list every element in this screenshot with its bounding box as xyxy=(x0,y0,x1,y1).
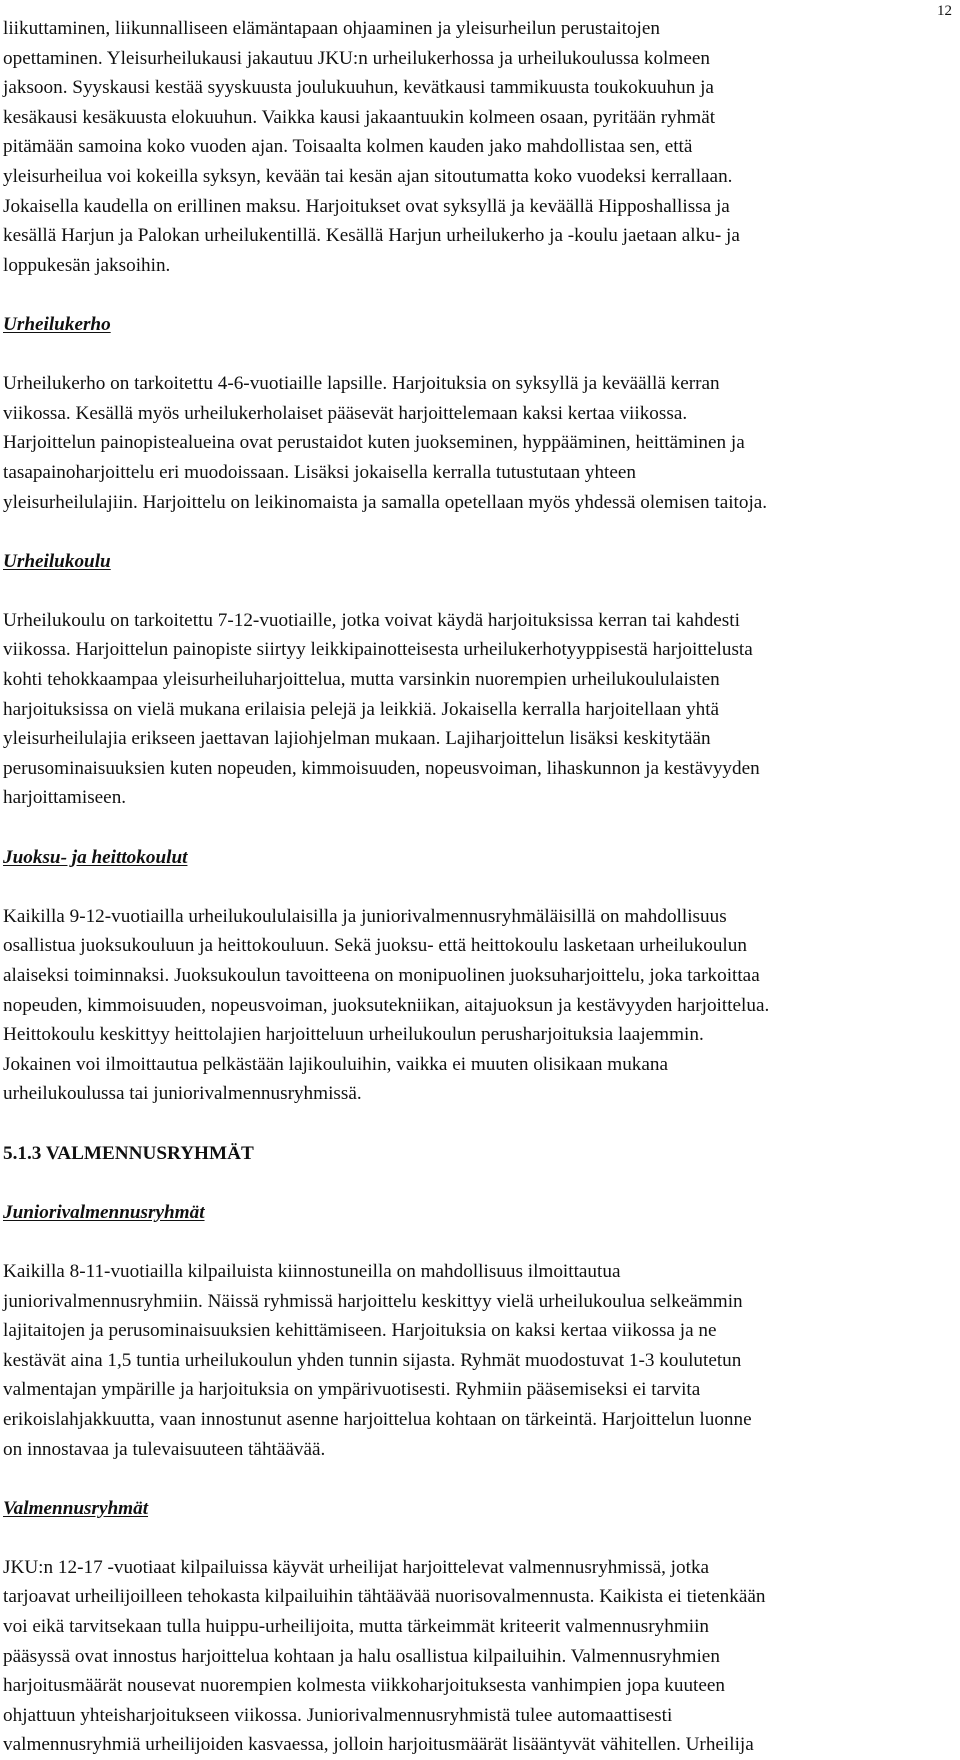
text-line: yleisurheilua voi kokeilla syksyn, kevään tai kesän ajan sitoutumatta koko vuodeksi kerrallaan. xyxy=(3,165,733,187)
paragraph xyxy=(3,606,940,813)
text-line: alaiseksi toiminnaksi. Juoksukoulun tavoitteena on monipuolinen juoksuharjoittelu, joka tarkoittaa xyxy=(3,965,760,986)
text-line: liikuttaminen, liikunnalliseen elämäntapaan ohjaaminen ja yleisurheilun perustaitojen xyxy=(3,18,660,39)
paragraph xyxy=(3,1553,940,1760)
block-gap xyxy=(3,576,940,606)
text-line: Jokainen voi ilmoittautua pelkästään lajikouluihin, vaikka ei muuten olisikaan mukana xyxy=(3,1053,669,1075)
block-gap xyxy=(3,1109,940,1139)
block-gap xyxy=(3,280,940,310)
text-line: yleisurheilulajia erikseen jaettavan lajiohjelman mukaan. Lajiharjoittelun lisäksi keskitytään xyxy=(3,728,711,750)
text-line: kesäkausi kesäkuusta elokuuhun. Vaikka kausi jakaantuukin kolmeen osaan, pyritään ryhmät xyxy=(3,106,716,128)
block-gap xyxy=(3,1227,940,1257)
text-line: nopeuden, kimmoisuuden, nopeusvoiman, juoksutekniikan, aitajuoksun ja kestävyyden harjoittelua. xyxy=(3,994,770,1016)
paragraph xyxy=(3,902,940,1109)
text-line: voi eikä tarvitsekaan tulla huippu-urheilijoita, mutta tärkeimmät kriteerit valmennusryhmiin xyxy=(3,1616,710,1638)
text-line: urheilukoulussa tai juniorivalmennusryhmissä. xyxy=(3,1083,362,1105)
block-gap xyxy=(3,1464,940,1494)
subsection-heading: Valmennusryhmät xyxy=(3,1497,149,1519)
paragraph xyxy=(3,1257,940,1464)
block-gap xyxy=(3,517,940,547)
text-line: juniorivalmennusryhmiin. Näissä ryhmissä harjoittelu keskittyy vielä urheilukoulua selkeämmin xyxy=(3,1290,743,1312)
text-line: valmennusryhmiä urheilijoiden kasvaessa, jolloin harjoitusmäärät lisääntyvät vähitellen. Urheilija xyxy=(3,1734,754,1756)
block-gap xyxy=(3,1523,940,1553)
subsection-heading: Juoksu- ja heittokoulut xyxy=(3,846,188,868)
text-line: Harjoittelun painopistealueina ovat perustaidot kuten juokseminen, hyppääminen, heittäminen ja xyxy=(3,432,745,454)
text-line: osallistua juoksukouluun ja heittokouluun. Sekä juoksu- että heittokoulu lasketaan urheilukoulun xyxy=(3,935,747,957)
text-line: tasapainoharjoittelu eri muodoissaan. Lisäksi jokaisella kerralla tutustutaan yhteen xyxy=(3,461,637,483)
text-line: jaksoon. Syyskausi kestää syyskuusta joulukuuhun, kevätkausi tammikuusta toukokuuhun ja xyxy=(3,77,714,99)
text-line: harjoitusmäärät nousevat nuorempien kolmesta viikkoharjoituksesta vanhimpien jopa kuuteen xyxy=(3,1675,726,1697)
text-line: valmentajan ympärille ja harjoituksia on ympärivuotisesti. Ryhmiin pääsemiseksi ei tarvita xyxy=(3,1379,701,1401)
text-line: yleisurheilulajiin. Harjoittelu on leikinomaista ja samalla opetellaan myös yhdessä olemisen taitoja. xyxy=(3,491,768,513)
text-line: harjoittamiseen. xyxy=(3,787,127,809)
text-line: tarjoavat urheilijoilleen tehokasta kilpailuihin tähtäävää nuorisovalmennusta. Kaikista ei tietenkään xyxy=(3,1586,766,1608)
text-line: pääsyssä ovat innostus harjoittelua kohtaan ja halu osallistua kilpailuihin. Valmennusryhmien xyxy=(3,1645,720,1667)
paragraph xyxy=(3,14,940,280)
text-line: Urheilukoulu on tarkoitettu 7-12-vuotiaille, jotka voivat käydä harjoituksissa kerran tai kahdesti xyxy=(3,609,740,631)
text-line: JKU:n 12-17 -vuotiaat kilpailuissa käyvät urheilijat harjoittelevat valmennusryhmissä, jotka xyxy=(3,1556,710,1578)
document-body xyxy=(3,14,940,1760)
text-line: Urheilukerho on tarkoitettu 4-6-vuotiaille lapsille. Harjoituksia on syksyllä ja keväällä kerran xyxy=(3,373,720,395)
text-line: Heittokoulu keskittyy heittolajien harjoitteluun urheilukoulun perusharjoituksia laajemmin. xyxy=(3,1024,704,1046)
text-line: opettaminen. Yleisurheilukausi jakautuu JKU:n urheilukerhossa ja urheilukoulussa kolmeen xyxy=(3,47,710,69)
text-line: viikossa. Harjoittelun painopiste siirtyy leikkipainotteisesta urheilukerhotyyppisestä harjoittelusta xyxy=(3,639,753,661)
text-line: on innostavaa ja tulevaisuuteen tähtäävää. xyxy=(3,1438,326,1460)
text-line: ohjattuun yhteisharjoitukseen viikossa. Juniorivalmennusryhmistä tulee automaattisesti xyxy=(3,1704,673,1726)
text-line: kohti tehokkaampaa yleisurheiluharjoittelua, mutta varsinkin nuorempien urheilukoululaisten xyxy=(3,669,720,691)
subsection-heading: Urheilukerho xyxy=(3,313,111,335)
text-line: harjoituksissa on vielä mukana erilaisia pelejä ja leikkiä. Jokaisella kerralla harjoitellaan yhtä xyxy=(3,698,720,720)
text-line: erikoislahjakkuutta, vaan innostunut asenne harjoittelua kohtaan on tärkeintä. Harjoittelun luonne xyxy=(3,1408,752,1430)
page-number: 12 xyxy=(937,3,952,19)
text-line: Kaikilla 8-11-vuotiailla kilpailuista kiinnostuneilla on mahdollisuus ilmoittautua xyxy=(3,1260,621,1282)
text-line: perusominaisuuksien kuten nopeuden, kimmoisuuden, nopeusvoiman, lihaskunnon ja kestävyyden xyxy=(3,757,760,779)
block-gap xyxy=(3,813,940,843)
text-line: kestävät aina 1,5 tuntia urheilukoulun yhden tunnin sijasta. Ryhmät muodostuvat 1-3 koulutetun xyxy=(3,1349,742,1371)
text-line: kesällä Harjun ja Palokan urheilukentillä. Kesällä Harjun urheilukerho ja -koulu jaetaan alku- ja xyxy=(3,225,740,247)
text-line: loppukesän jaksoihin. xyxy=(3,254,171,276)
text-line: pitämään samoina koko vuoden ajan. Toisaalta kolmen kauden jako mahdollistaa sen, että xyxy=(3,136,693,158)
subsection-heading: Juniorivalmennusryhmät xyxy=(3,1201,205,1223)
block-gap xyxy=(3,1168,940,1198)
text-line: Kaikilla 9-12-vuotiailla urheilukoululaisilla ja juniorivalmennusryhmäläisillä on mahdollisuus xyxy=(3,905,727,927)
block-gap xyxy=(3,340,940,370)
text-line: viikossa. Kesällä myös urheilukerholaiset pääsevät harjoittelemaan kaksi kertaa viikossa. xyxy=(3,402,688,424)
block-gap xyxy=(3,872,940,902)
text-line: Jokaisella kaudella on erillinen maksu. Harjoitukset ovat syksyllä ja keväällä Hipposhallissa ja xyxy=(3,195,730,217)
paragraph xyxy=(3,369,940,517)
text-line: lajitaitojen ja perusominaisuuksien kehittämiseen. Harjoituksia on kaksi kertaa viikossa ja ne xyxy=(3,1320,717,1342)
section-heading: 5.1.3 VALMENNUSRYHMÄT xyxy=(3,1142,254,1164)
subsection-heading: Urheilukoulu xyxy=(3,550,111,572)
